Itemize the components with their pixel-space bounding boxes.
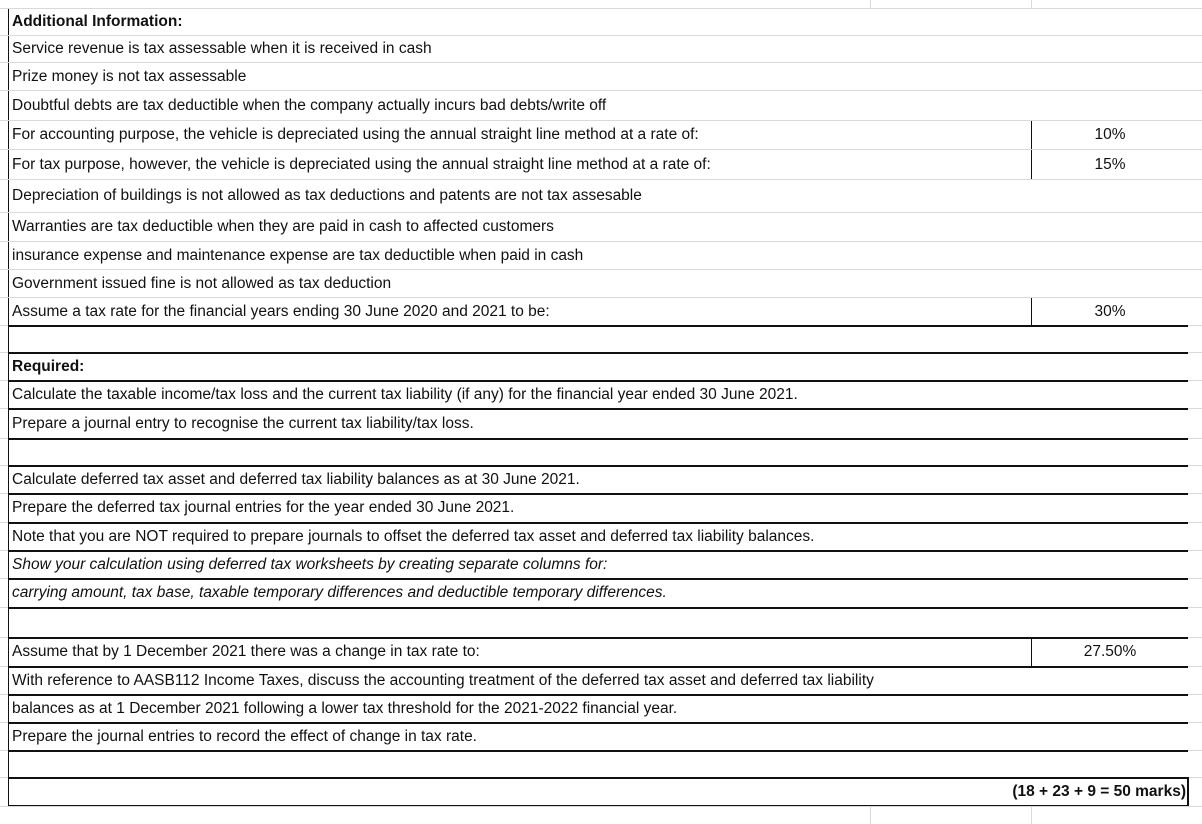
required-line: Calculate the taxable income/tax loss and the current tax liability (if any) for the financial year ended 30 June 2021. (12, 385, 798, 403)
cell-border (8, 121, 1188, 150)
column-divider (1031, 0, 1032, 8)
sheet-row[interactable] (0, 62, 1202, 90)
sheet-row[interactable] (0, 120, 1202, 149)
sheet-row[interactable] (0, 179, 1202, 212)
blank-row[interactable] (0, 607, 1202, 637)
required-divider (8, 637, 1188, 639)
marks-total: (18 + 23 + 9 = 50 marks) (1012, 783, 1186, 800)
required-divider (8, 607, 1188, 609)
required-line: Prepare the deferred tax journal entries for the year ended 30 June 2021. (12, 499, 515, 516)
cell-border (8, 36, 1188, 63)
blank-row[interactable] (0, 750, 1202, 777)
required-divider (8, 694, 1188, 696)
sheet-row[interactable] (0, 578, 1202, 607)
required-divider (8, 666, 1188, 668)
sheet-row[interactable] (0, 90, 1202, 120)
sheet-row[interactable] (0, 408, 1202, 438)
sheet-row[interactable] (0, 777, 1202, 806)
required-divider (8, 380, 1188, 382)
sheet-row[interactable] (0, 666, 1202, 694)
required-divider (8, 777, 1188, 779)
cell-border (8, 150, 1188, 180)
new-tax-rate-value: 27.50% (1083, 643, 1137, 660)
required-line: balances as at 1 December 2021 following a lower tax threshold for the 2021-2022 financial year. (12, 699, 678, 717)
cell-border (8, 270, 1188, 298)
tax-rate-value: 30% (1094, 302, 1126, 320)
info-line: Depreciation of buildings is not allowed as tax deductions and patents are not tax assesable (12, 187, 642, 204)
worksheet-instruction: Show your calculation using deferred tax worksheets by creating separate columns for: (12, 555, 608, 573)
required-divider (8, 493, 1188, 495)
sheet-row[interactable] (0, 637, 1202, 666)
info-line: Assume a tax rate for the financial years ending 30 June 2020 and 2021 to be: (12, 302, 550, 320)
sheet-row[interactable] (0, 269, 1202, 297)
worksheet-instruction: carrying amount, tax base, taxable temporary differences and deductible temporary differences. (12, 584, 667, 601)
info-line: Government issued fine is not allowed as tax deduction (12, 274, 392, 292)
cell-border (8, 63, 1188, 91)
sheet-row[interactable] (0, 465, 1202, 493)
sheet-row[interactable] (0, 380, 1202, 408)
tax-depreciation-rate: 15% (1094, 155, 1126, 173)
sheet-row[interactable] (0, 722, 1202, 750)
required-divider (8, 438, 1188, 440)
sheet-row[interactable] (0, 212, 1202, 241)
required-divider (8, 522, 1188, 524)
required-divider (8, 578, 1188, 580)
sheet-row[interactable] (0, 352, 1202, 380)
required-line: Prepare the journal entries to record the effect of change in tax rate. (12, 727, 477, 745)
info-line: For tax purpose, however, the vehicle is depreciated using the annual straight line method at a rate of: (12, 155, 711, 173)
value-divider (1031, 638, 1032, 667)
blank-row[interactable] (0, 438, 1202, 465)
sheet-row[interactable] (0, 35, 1202, 62)
required-divider (8, 750, 1188, 752)
additional-info-heading: Additional Information: (12, 13, 183, 30)
required-line: With reference to AASB112 Income Taxes, discuss the accounting treatment of the deferred tax asset and deferred tax liability (12, 671, 874, 689)
sheet-row[interactable] (0, 149, 1202, 179)
required-divider (8, 325, 1188, 327)
required-divider (8, 465, 1188, 467)
required-heading: Required: (12, 357, 85, 375)
sheet-row[interactable] (0, 694, 1202, 722)
sheet-row[interactable] (0, 550, 1202, 578)
sheet-row[interactable] (0, 493, 1202, 522)
required-divider (8, 408, 1188, 410)
info-line: Doubtful debts are tax deductible when the company actually incurs bad debts/write off (12, 96, 607, 114)
required-line: Note that you are NOT required to prepare journals to offset the deferred tax asset and deferred tax liability balances. (12, 527, 815, 545)
sheet-row[interactable] (0, 241, 1202, 269)
cell-border (8, 298, 1188, 326)
marks-right-border (1187, 777, 1189, 806)
required-line: Prepare a journal entry to recognise the current tax liability/tax loss. (12, 414, 474, 432)
required-divider (8, 550, 1188, 552)
accounting-depreciation-rate: 10% (1094, 126, 1126, 143)
blank-row[interactable] (0, 806, 1202, 824)
sheet-row[interactable] (0, 297, 1202, 325)
sheet-row[interactable] (0, 522, 1202, 550)
required-divider (8, 722, 1188, 724)
cell-border (8, 180, 1188, 213)
cell-border (8, 242, 1188, 270)
info-line: Warranties are tax deductible when they are paid in cash to affected customers (12, 218, 554, 235)
sheet-row[interactable] (0, 8, 1202, 35)
column-divider (870, 0, 871, 8)
info-line: insurance expense and maintenance expense are tax deductible when paid in cash (12, 246, 584, 264)
required-top-border (8, 352, 1188, 354)
required-line: Calculate deferred tax asset and deferred tax liability balances as at 30 June 2021. (12, 470, 580, 488)
tax-rate-change-line: Assume that by 1 December 2021 there was a change in tax rate to: (12, 643, 480, 660)
cell-border (8, 91, 1188, 121)
info-line: Prize money is not tax assessable (12, 67, 247, 85)
cell-border (8, 213, 1188, 242)
blank-row[interactable] (0, 325, 1202, 352)
cell-border (8, 9, 1188, 36)
info-line: Service revenue is tax assessable when it is received in cash (12, 40, 432, 57)
info-line: For accounting purpose, the vehicle is depreciated using the annual straight line method at a rate of: (12, 126, 699, 143)
